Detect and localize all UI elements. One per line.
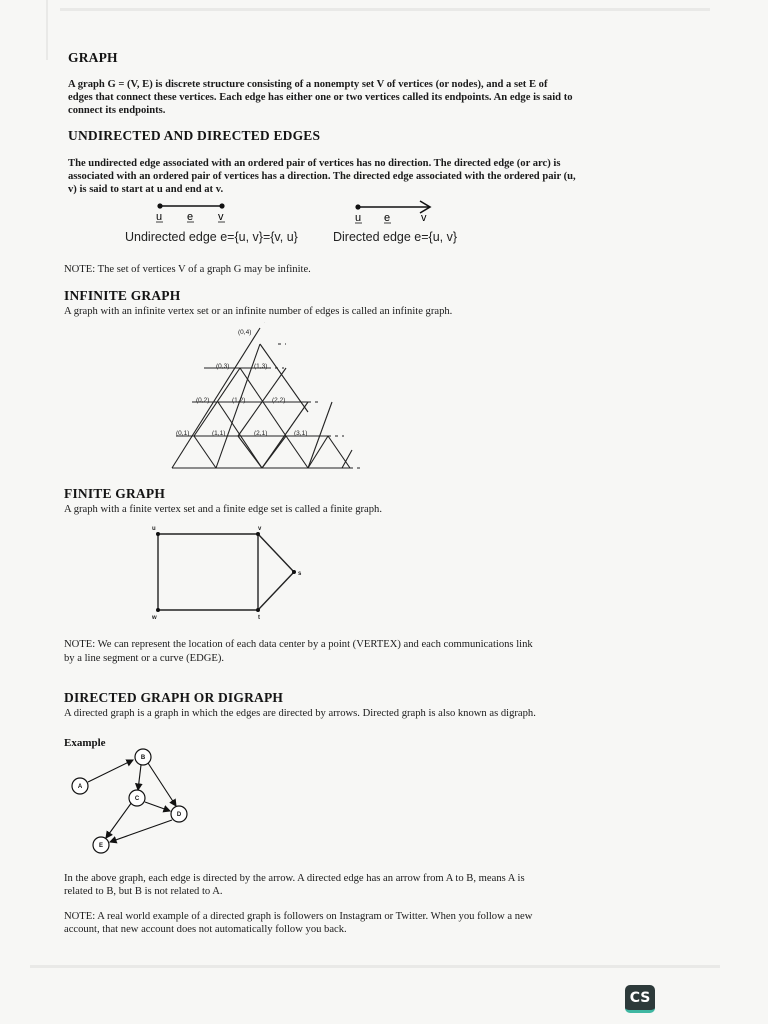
directed-label-u: u — [355, 212, 362, 224]
vertex-label-0-3: (0,3) — [216, 363, 230, 370]
directed-edge-diagram — [350, 198, 450, 226]
graph-body-line1: A graph G = (V, E) is discrete structure consisting of a nonempty set V of vertices (or nodes), and a set E of — [68, 79, 548, 90]
finite-vertex-w: w — [152, 615, 157, 621]
directed-label-e: e — [384, 212, 391, 224]
digraph-body: A directed graph is a graph in which the edges are directed by arrows. Directed graph is also known as digraph. — [64, 708, 536, 719]
vertex-label-0-2: (0,2) — [196, 397, 210, 404]
directed-edge-caption: Directed edge e={u, v} — [333, 230, 458, 244]
scan-artifact-left — [46, 0, 48, 60]
finite-body: A graph with a finite vertex set and a finite edge set is called a finite graph. — [64, 504, 382, 515]
vertex-label-3-1: (3,1) — [294, 430, 308, 437]
infinite-graph-figure — [168, 322, 368, 472]
heading-undirected-directed: UNDIRECTED AND DIRECTED EDGES — [68, 128, 321, 143]
finite-vertex-u: u — [152, 526, 156, 532]
vertex-label-2-2: (2,2) — [272, 397, 286, 404]
finite-vertex-s: s — [298, 571, 302, 577]
scan-artifact-bottom — [30, 965, 720, 968]
digraph-node-a: A — [77, 784, 83, 790]
vertex-label-1-1: (1,1) — [212, 430, 226, 437]
heading-finite-graph: FINITE GRAPH — [64, 486, 166, 501]
vertex-label-2-1: (2,1) — [254, 430, 268, 437]
finite-graph-figure — [148, 522, 318, 622]
note-infinite-vertices: NOTE: The set of vertices V of a graph G may be infinite. — [64, 264, 311, 275]
heading-infinite-graph: INFINITE GRAPH — [64, 288, 181, 303]
vertex-label-1-3: (1,3) — [254, 363, 268, 370]
undirected-label-u: u — [156, 211, 163, 223]
scan-artifact-top — [60, 8, 710, 11]
digraph-node-b: B — [140, 755, 146, 761]
finite-note-line2: by a line segment or a curve (EDGE). — [64, 653, 225, 664]
undirected-label-v: v — [218, 211, 224, 223]
infinite-body: A graph with an infinite vertex set or an infinite number of edges is called an infinite graph. — [64, 306, 453, 317]
digraph-para-line1: In the above graph, each edge is directed by the arrow. A directed edge has an arrow from A to B, means A is — [64, 873, 525, 884]
edges-body-line1: The undirected edge associated with an ordered pair of vertices has no direction. The directed edge (or arc) is — [68, 158, 561, 169]
digraph-node-c: C — [134, 796, 140, 802]
finite-note-line1: NOTE: We can represent the location of each data center by a point (VERTEX) and each communications link — [64, 639, 533, 650]
graph-body-line2: edges that connect these vertices. Each edge has either one or two vertices called its endpoints. An edge is said to — [68, 92, 573, 103]
edges-body-line3: v) is said to start at u and end at v. — [68, 184, 224, 195]
edges-body-line2: associated with an ordered pair of vertices has a direction. The directed edge associated with the ordered pair (u, — [68, 171, 576, 182]
camscanner-logo-icon: CS — [625, 985, 655, 1013]
graph-body-line3: connect its endpoints. — [68, 105, 166, 116]
vertex-label-0-4: (0,4) — [238, 329, 252, 336]
undirected-label-e: e — [187, 211, 194, 223]
digraph-note-line2: account, that new account does not automatically follow you back. — [64, 924, 347, 935]
vertex-label-1-2: (1,2) — [232, 397, 246, 404]
finite-vertex-t: t — [258, 615, 260, 621]
digraph-note-line1: NOTE: A real world example of a directed graph is followers on Instagram or Twitter. When you follow a new — [64, 911, 533, 922]
finite-vertex-v: v — [258, 526, 262, 532]
vertex-label-0-1: (0,1) — [176, 430, 190, 437]
digraph-node-d: D — [176, 812, 182, 818]
example-label: Example — [64, 737, 106, 749]
heading-graph: GRAPH — [68, 50, 118, 65]
digraph-figure — [66, 746, 196, 858]
directed-label-v: v — [421, 212, 427, 224]
heading-directed-graph: DIRECTED GRAPH OR DIGRAPH — [64, 690, 284, 705]
undirected-edge-caption: Undirected edge e={u, v}={v, u} — [125, 230, 298, 244]
undirected-edge-diagram — [150, 198, 250, 226]
digraph-node-e: E — [98, 843, 104, 849]
digraph-para-line2: related to B, but B is not related to A. — [64, 886, 223, 897]
